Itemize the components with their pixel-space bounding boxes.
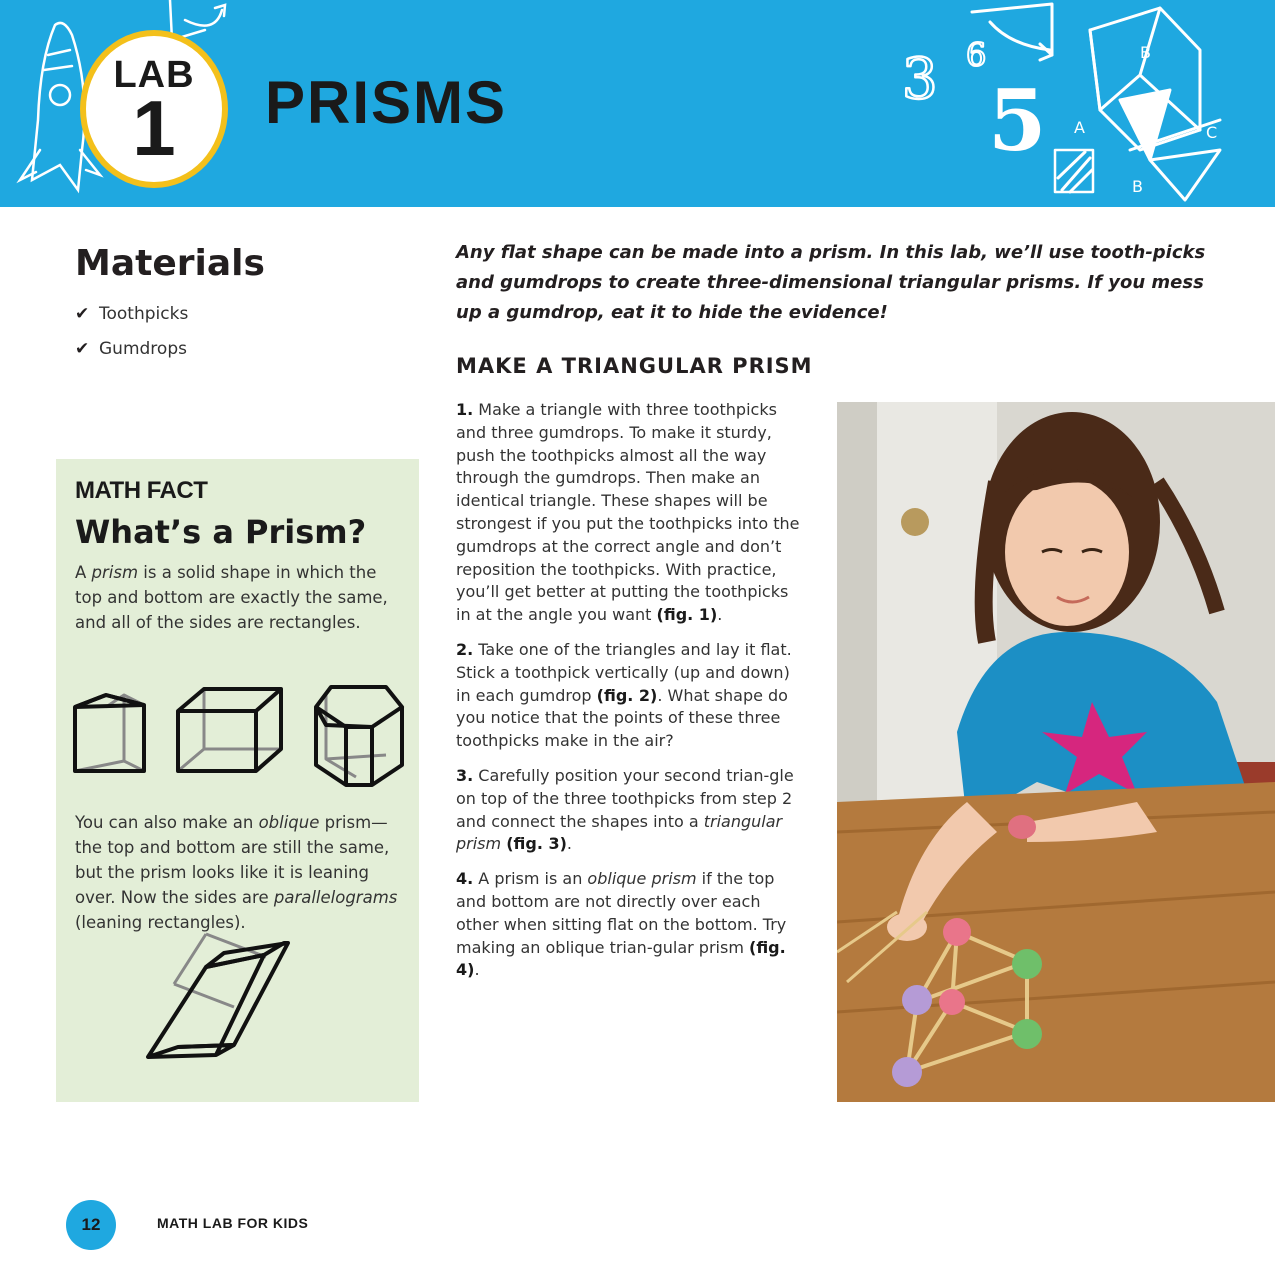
step-3 [456,765,806,856]
step-number: 1. [456,400,474,419]
step-number: 3. [456,765,474,785]
page-number: 12 [66,1200,116,1250]
step-text: Carefully position your second trian-gle on top of the three toothpicks from step 2 and connect the shapes into a [456,765,794,831]
doodle-letter-b1: B [1140,43,1151,62]
text-span: is a solid shape in which the top and bottom are exactly the same, and all of the sides are rectangles. [75,563,388,632]
text-span: You can also make an [75,813,259,832]
figure-ref: (fig. 3) [506,834,567,854]
doodle-digit-3: 3 [902,47,938,112]
lab-word: LAB [113,54,195,96]
lab-number: 1 [132,84,176,172]
lab-badge [80,30,228,188]
doodle-digit-5: 5 [988,71,1047,170]
step-4 [456,868,806,982]
math-fact-box [56,459,419,1102]
figure-ref: (fig. 2) [596,685,658,705]
step-text: . [717,605,723,625]
step-2 [456,639,806,753]
figure-ref: (fig. 1) [656,605,718,625]
material-label: Gumdrops [99,338,187,359]
figure-ref: (fig. 4) [456,937,786,980]
oblique-prism-icon [148,934,288,1057]
emphasis-prism: prism [91,563,139,582]
doodle-digit-6: 6 [966,36,987,74]
intro-paragraph: Any flat shape can be made into a prism. In this lab, we’ll use tooth-picks and gumdrops to create three-dimensional triangular prisms. If you mess up a gumdrop, eat it to hide the evidence! [456,242,1206,323]
material-label: Toothpicks [99,303,189,324]
text-span: prism—the top and bottom are still the same, but the prism looks like it is leaning over. Now the sides are [75,813,390,907]
step-text: . What shape do you notice that the points of these three toothpicks make in the air? [456,685,788,751]
emphasis-triangular-prism: triangular prism [456,811,783,854]
emphasis-parallelograms: parallelograms [273,888,398,907]
math-fact-label: MATH FACT [75,477,208,504]
list-item [75,296,188,331]
pentagonal-prism-icon [316,687,402,785]
materials-heading: Materials [75,243,265,284]
step-number: 4. [456,869,474,889]
step-text: Make a triangle with three toothpicks and three gumdrops. To make it sturdy, push the toothpicks almost all the way through the gumdrops. Then make an identical triangle. These shapes will be strongest if you put the toothpicks into the gumdrops at the correct angle and don’t reposition the toothpicks. With practice, you’ll get better at putting the toothpicks in at the angle you want [456,400,800,625]
page-title: PRISMS [265,69,508,136]
triangular-prism-icon [75,695,144,771]
step-text: . [566,834,573,854]
photo-girl-building-prism [837,402,1275,1102]
steps-list [456,399,806,994]
step-text: if the top and bottom are not directly over each other when sitting flat on the bottom. Try making an oblique trian-gular prism [456,869,787,957]
photo-illustration [837,402,1275,1102]
math-doodle-icon [902,4,1220,200]
rectangular-prism-icon [178,689,281,771]
checkmark-icon: ✔ [75,338,90,359]
text-span: (leaning rectangles). [75,913,246,932]
section-heading: MAKE A TRIANGULAR PRISM [456,354,813,378]
doodle-letter-c: C [1206,123,1218,142]
book-title: MATH LAB FOR KIDS [157,1215,309,1231]
math-fact-title: What’s a Prism? [75,513,367,551]
emphasis-oblique-prism: oblique prism [587,869,697,889]
step-number: 2. [456,639,474,659]
step-text: A prism is an [473,869,588,889]
text-span: A [75,563,92,582]
emphasis-oblique: oblique [258,813,320,832]
materials-list [75,296,188,366]
step-text: Take one of the triangles and lay it flat. Stick a toothpick vertically (up and down) in each gumdrop [456,639,792,705]
header-banner [0,0,1275,207]
checkmark-icon: ✔ [75,303,90,324]
prism-diagrams [56,459,419,1102]
doodle-letter-b2: B [1132,177,1143,196]
math-fact-paragraph [75,810,405,935]
step-1 [456,399,806,627]
doodle-letter-a: A [1074,118,1085,137]
list-item [75,331,188,366]
step-text: . [474,960,480,980]
